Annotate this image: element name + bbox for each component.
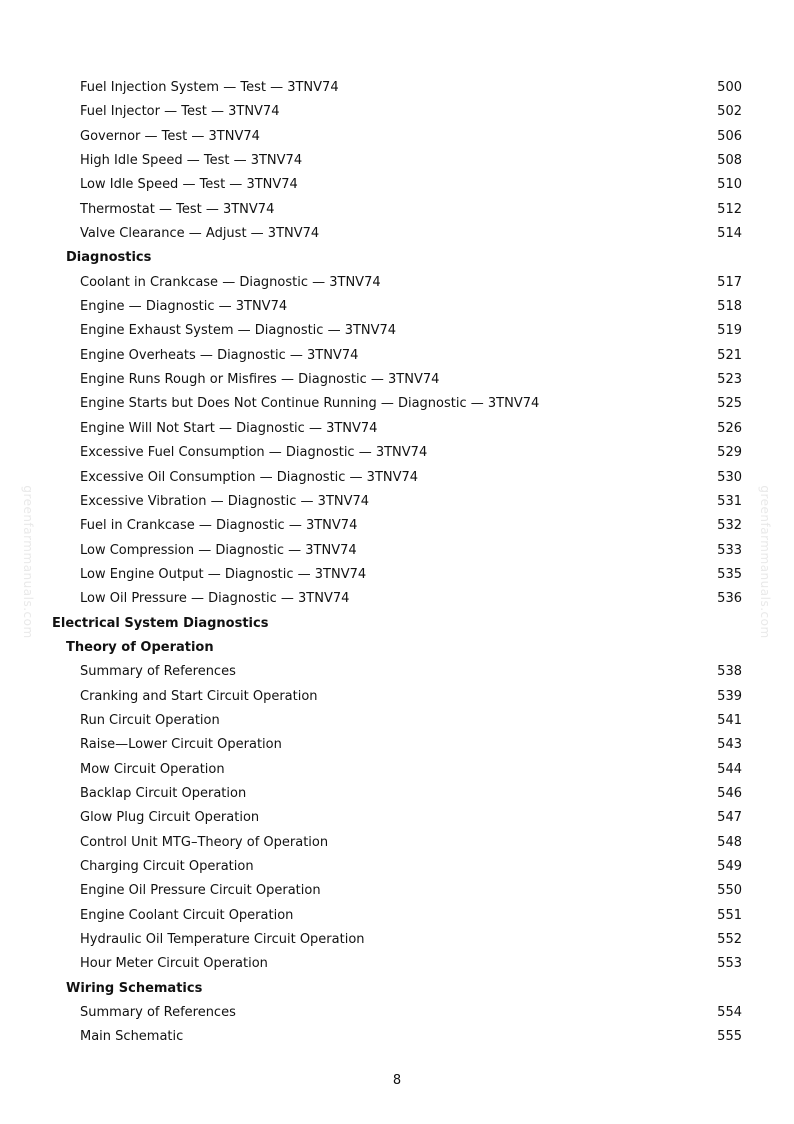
watermark-text: greenfarmmanuals.com [21,485,35,639]
toc-entry-page: 514 [717,226,742,242]
toc-entry[interactable] [0,783,794,807]
toc-entry-title: Low Oil Pressure — Diagnostic — 3TNV74 [80,591,350,607]
toc-entry[interactable] [0,77,794,101]
toc-entry-page: 512 [717,201,742,217]
toc-entry-page: 538 [717,664,742,680]
toc-entry-title: Fuel Injector — Test — 3TNV74 [80,104,280,120]
toc-entry-title: Glow Plug Circuit Operation [80,810,260,826]
toc-entry-page: 529 [717,445,742,461]
toc-entry-page: 535 [717,566,742,582]
toc-entry-page: 502 [717,104,742,120]
toc-entry[interactable] [0,856,794,880]
toc-entry-page: 548 [717,834,742,850]
toc-entry[interactable] [0,223,794,247]
toc-entry-page: 533 [717,542,742,558]
toc-entry-page: 518 [717,299,742,315]
toc-entry[interactable] [0,345,794,369]
toc-entry-page: 550 [717,883,742,899]
toc-entry[interactable] [0,199,794,223]
toc-entry-page: 519 [717,323,742,339]
toc-entry[interactable] [0,1026,794,1050]
toc-entry[interactable] [0,320,794,344]
toc-entry-page: 525 [717,396,742,412]
toc-entry-title: Excessive Fuel Consumption — Diagnostic — 3TNV74 [80,445,428,461]
page-number: 8 [392,1073,402,1088]
toc-entry-title: Engine Will Not Start — Diagnostic — 3TNV74 [80,420,378,436]
toc-entry-title: High Idle Speed — Test — 3TNV74 [80,153,303,169]
toc-entry[interactable] [0,393,794,417]
toc-entry-title: Fuel Injection System — Test — 3TNV74 [80,80,339,95]
toc-entry-title: Excessive Oil Consumption — Diagnostic — 3TNV74 [80,469,419,485]
toc-entry-title: Cranking and Start Circuit Operation [80,688,318,704]
toc-entry[interactable] [0,807,794,831]
toc-entry[interactable] [0,126,794,150]
table-of-contents [0,77,794,1051]
toc-entry-title: Valve Clearance — Adjust — 3TNV74 [80,226,320,242]
toc-entry-page: 517 [717,274,742,290]
toc-entry-page: 530 [717,469,742,485]
toc-entry-page: 551 [717,907,742,923]
toc-entry[interactable] [0,905,794,929]
toc-entry-title: Low Compression — Diagnostic — 3TNV74 [80,542,357,558]
toc-entry-title: Excessive Vibration — Diagnostic — 3TNV74 [80,493,370,509]
toc-entry[interactable] [0,101,794,125]
toc-entry-title: Backlap Circuit Operation [80,785,247,801]
toc-entry-title: Wiring Schematics [66,980,203,996]
toc-entry-title: Run Circuit Operation [80,712,220,728]
toc-entry-page: 526 [717,420,742,436]
toc-entry-page: 543 [717,737,742,753]
watermark-text: greenfarmmanuals.com [758,485,772,639]
toc-entry-title: Engine — Diagnostic — 3TNV74 [80,299,288,315]
toc-entry-page: 553 [717,956,742,972]
toc-entry[interactable] [0,759,794,783]
toc-entry-title: Theory of Operation [66,639,214,655]
toc-entry-page: 510 [717,177,742,193]
toc-entry-title: Summary of References [80,1005,236,1021]
toc-entry-page: 552 [717,932,742,948]
toc-entry-page: 531 [717,493,742,509]
toc-entry[interactable] [0,953,794,977]
toc-entry-page: 544 [717,761,742,777]
toc-entry[interactable] [0,369,794,393]
toc-entry[interactable] [0,296,794,320]
toc-entry-title: Mow Circuit Operation [80,761,225,777]
toc-entry-page: 523 [717,372,742,388]
toc-entry[interactable] [0,272,794,296]
toc-entry-title: Control Unit MTG–Theory of Operation [80,834,329,850]
toc-entry-page: 555 [717,1029,742,1045]
toc-entry[interactable] [0,734,794,758]
toc-entry-title: Fuel in Crankcase — Diagnostic — 3TNV74 [80,518,358,534]
toc-entry-page: 541 [717,712,742,728]
toc-entry-page: 506 [717,128,742,144]
toc-entry-title: Diagnostics [66,250,152,266]
toc-entry[interactable] [0,1002,794,1026]
toc-entry-title: Engine Overheats — Diagnostic — 3TNV74 [80,347,359,363]
toc-entry-title: Summary of References [80,664,236,680]
toc-entry-page: 549 [717,859,742,874]
toc-entry[interactable] [0,929,794,953]
toc-entry-page: 546 [717,785,742,801]
toc-section-heading[interactable] [0,637,794,661]
toc-entry-page: 500 [717,80,742,95]
toc-entry-title: Raise—Lower Circuit Operation [80,737,282,753]
toc-entry[interactable] [0,686,794,710]
toc-entry-title: Engine Runs Rough or Misfires — Diagnostic — 3TNV74 [80,372,440,388]
toc-entry[interactable] [0,588,794,612]
toc-entry[interactable] [0,174,794,198]
toc-entry[interactable] [0,467,794,491]
toc-entry[interactable] [0,710,794,734]
toc-entry-title: Engine Starts but Does Not Continue Running — Diagnostic — 3TNV74 [80,396,540,412]
toc-entry-page: 536 [717,591,742,607]
toc-section-heading[interactable] [0,247,794,271]
toc-section-heading[interactable] [0,978,794,1002]
toc-entry-title: Thermostat — Test — 3TNV74 [80,201,275,217]
toc-entry[interactable] [0,491,794,515]
toc-entry-title: Low Idle Speed — Test — 3TNV74 [80,177,298,193]
toc-entry-title: Engine Exhaust System — Diagnostic — 3TNV74 [80,323,397,339]
toc-entry-title: Low Engine Output — Diagnostic — 3TNV74 [80,566,367,582]
toc-entry[interactable] [0,515,794,539]
toc-entry[interactable] [0,442,794,466]
toc-entry[interactable] [0,418,794,442]
toc-entry-title: Hour Meter Circuit Operation [80,956,268,972]
toc-section-heading[interactable] [0,613,794,637]
toc-entry[interactable] [0,564,794,588]
toc-entry-title: Coolant in Crankcase — Diagnostic — 3TNV74 [80,274,381,290]
toc-entry[interactable] [0,661,794,685]
toc-entry-title: Charging Circuit Operation [80,859,254,874]
toc-entry-title: Main Schematic [80,1029,184,1045]
toc-entry[interactable] [0,150,794,174]
toc-entry-page: 539 [717,688,742,704]
toc-entry-title: Hydraulic Oil Temperature Circuit Operation [80,932,365,948]
toc-entry-page: 554 [717,1005,742,1021]
toc-entry-title: Engine Coolant Circuit Operation [80,907,294,923]
toc-entry-page: 521 [717,347,742,363]
toc-entry-page: 532 [717,518,742,534]
toc-entry-title: Electrical System Diagnostics [52,615,269,631]
toc-entry-page: 547 [717,810,742,826]
toc-entry[interactable] [0,880,794,904]
toc-entry-title: Governor — Test — 3TNV74 [80,128,260,144]
toc-entry-title: Engine Oil Pressure Circuit Operation [80,883,321,899]
toc-entry[interactable] [0,832,794,856]
toc-entry[interactable] [0,540,794,564]
toc-entry-page: 508 [717,153,742,169]
